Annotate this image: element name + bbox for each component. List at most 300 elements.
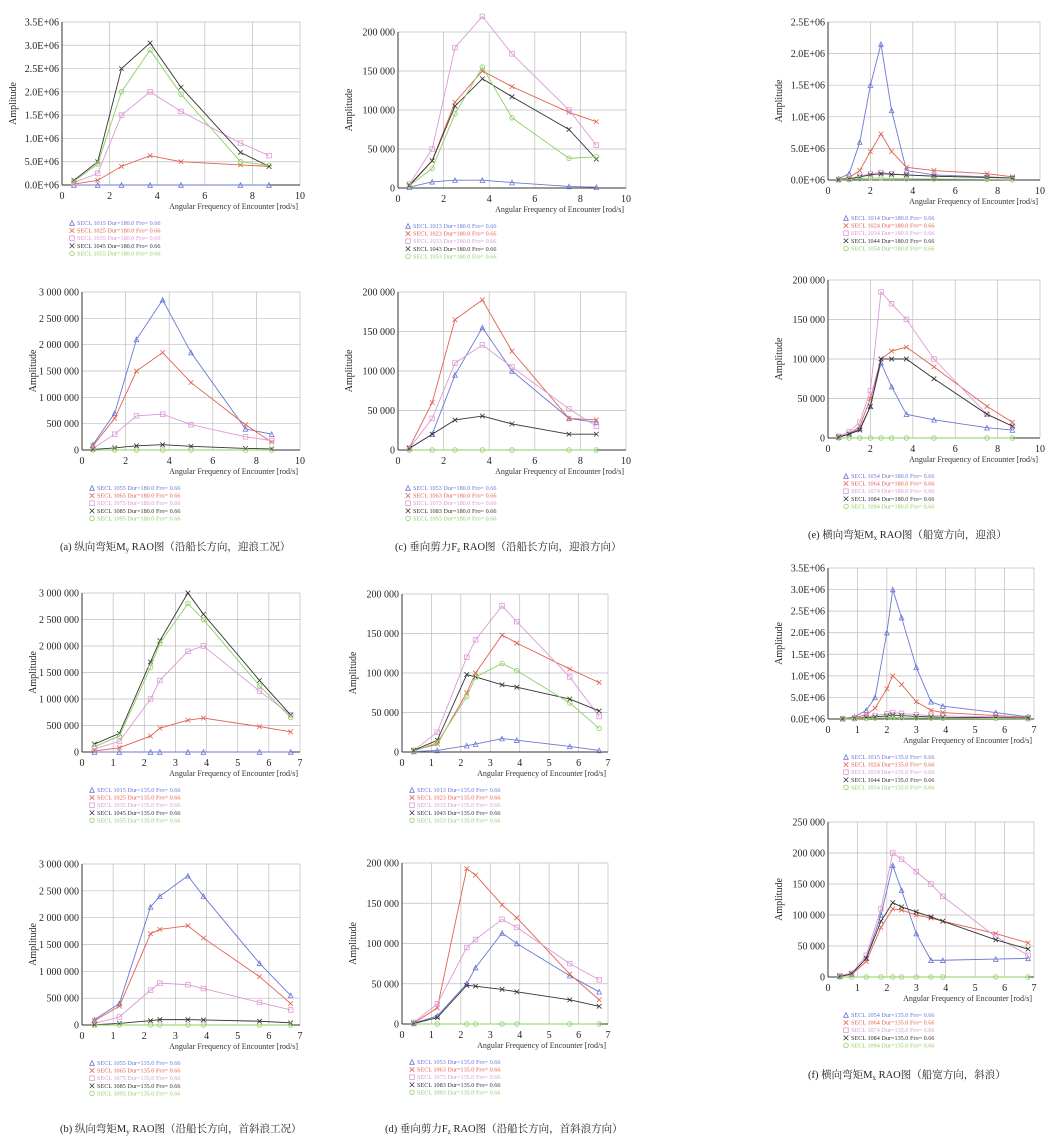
data-point bbox=[889, 149, 894, 154]
y-tick-label: 0 bbox=[820, 433, 825, 445]
legend-marker bbox=[410, 1090, 415, 1095]
series-line-1 bbox=[409, 328, 596, 449]
y-tick-label: 150 000 bbox=[366, 629, 399, 640]
x-tick-label: 3 bbox=[487, 1030, 493, 1041]
x-tick-label: 2 bbox=[141, 758, 147, 769]
legend-marker bbox=[406, 254, 411, 259]
legend-entry: SECL 1025 Dur=180.0 Fro= 0.66 bbox=[77, 227, 161, 235]
chart-td2 bbox=[348, 859, 611, 1097]
legend-entry: SECL 1053 Dur=135.0 Fro= 0.66 bbox=[417, 1059, 501, 1066]
y-tick-label: 1 500 000 bbox=[39, 366, 79, 378]
data-point bbox=[879, 919, 884, 924]
x-tick-label: 2 bbox=[884, 725, 890, 736]
x-tick-label: 8 bbox=[577, 456, 583, 467]
y-axis-label: Amplitude bbox=[774, 337, 785, 381]
x-tick-label: 8 bbox=[249, 191, 255, 202]
legend-entry: SECL 1094 Dur=180.0 Fro= 0.66 bbox=[851, 503, 935, 511]
x-tick-label: 6 bbox=[532, 456, 538, 467]
series-line-1 bbox=[414, 739, 599, 752]
x-axis-label: Angular Frequency of Encounter [rod/s] bbox=[477, 769, 606, 778]
x-tick-label: 0 bbox=[825, 725, 831, 736]
x-tick-label: 0 bbox=[825, 444, 831, 455]
x-tick-label: 1 bbox=[110, 1031, 116, 1042]
legend-entry: SECL 1074 Dur=180.0 Fro= 0.66 bbox=[851, 488, 935, 496]
x-tick-label: 5 bbox=[235, 758, 241, 769]
legend-marker bbox=[410, 803, 415, 808]
legend-marker bbox=[410, 818, 415, 823]
x-tick-label: 2 bbox=[107, 191, 113, 202]
legend-marker bbox=[844, 1020, 849, 1025]
legend-entry: SECL 1044 Dur=135.0 Fro= 0.66 bbox=[851, 776, 935, 784]
y-tick-label: 100 000 bbox=[792, 910, 825, 922]
legend-entry: SECL 1014 Dur=180.0 Fro= 0.66 bbox=[851, 215, 935, 222]
y-tick-label: 500 000 bbox=[46, 993, 79, 1005]
legend-entry: SECL 1025 Dur=135.0 Fro= 0.66 bbox=[97, 794, 181, 802]
x-tick-label: 1 bbox=[854, 725, 860, 736]
y-tick-label: 2 000 000 bbox=[39, 340, 79, 352]
legend-marker bbox=[406, 501, 411, 506]
x-tick-label: 4 bbox=[517, 758, 523, 769]
legend-marker bbox=[844, 216, 849, 221]
y-axis-label: Amplitude bbox=[774, 622, 785, 665]
legend-entry: SECL 1083 Dur=180.0 Fro= 0.66 bbox=[413, 507, 497, 515]
series-line-2 bbox=[414, 635, 599, 750]
chart-te bbox=[774, 18, 1045, 253]
legend-entry: SECL 1093 Dur=180.0 Fro= 0.66 bbox=[413, 515, 497, 523]
x-tick-label: 7 bbox=[605, 758, 611, 769]
series-line-3 bbox=[74, 92, 269, 183]
legend-entry: SECL 1085 Dur=135.0 Fro= 0.66 bbox=[97, 1082, 181, 1090]
x-tick-label: 6 bbox=[210, 456, 216, 467]
y-axis-label: Amplitude bbox=[774, 79, 785, 123]
data-point bbox=[257, 974, 262, 979]
y-tick-label: 200 000 bbox=[792, 275, 825, 287]
data-point bbox=[879, 132, 884, 137]
y-tick-label: 2 500 000 bbox=[39, 615, 79, 626]
legend-entry: SECL 1094 Dur=135.0 Fro= 0.66 bbox=[851, 1042, 935, 1050]
legend-entry: SECL 1023 Dur=135.0 Fro= 0.66 bbox=[417, 794, 501, 802]
y-tick-label: 3.0E+06 bbox=[24, 40, 59, 52]
x-axis-label: Angular Frequency of Encounter [rod/s] bbox=[169, 202, 298, 211]
series-line-3 bbox=[409, 345, 596, 448]
series-line-3 bbox=[414, 919, 599, 1022]
legend-entry: SECL 1044 Dur=180.0 Fro= 0.66 bbox=[851, 237, 935, 245]
series-line-1 bbox=[93, 300, 272, 445]
y-tick-label: 3 000 000 bbox=[39, 588, 79, 600]
series-line-2 bbox=[409, 300, 596, 448]
y-tick-label: 0 bbox=[74, 747, 79, 759]
legend-marker bbox=[844, 1043, 849, 1048]
legend-entry: SECL 1095 Dur=135.0 Fro= 0.66 bbox=[97, 1090, 181, 1098]
x-tick-label: 2 bbox=[458, 1030, 464, 1041]
y-tick-label: 100 000 bbox=[366, 668, 399, 680]
legend-marker bbox=[410, 1075, 415, 1080]
legend-marker bbox=[410, 1083, 415, 1088]
data-point bbox=[567, 667, 572, 672]
y-tick-label: 0 bbox=[390, 183, 395, 195]
y-tick-label: 200 000 bbox=[366, 589, 399, 601]
series-line-3 bbox=[414, 606, 599, 751]
legend-marker bbox=[70, 221, 75, 226]
legend-entry: SECL 1055 Dur=135.0 Fro= 0.66 bbox=[97, 1060, 181, 1067]
x-tick-label: 1 bbox=[854, 983, 860, 994]
x-tick-label: 0 bbox=[395, 456, 401, 467]
y-tick-label: 1.5E+06 bbox=[24, 110, 59, 122]
data-point bbox=[201, 936, 206, 941]
x-tick-label: 5 bbox=[972, 725, 978, 736]
legend-entry: SECL 1015 Dur=135.0 Fro= 0.66 bbox=[97, 787, 181, 794]
chart-te2 bbox=[774, 276, 1045, 511]
series-line-3 bbox=[94, 646, 290, 749]
x-tick-label: 5 bbox=[546, 1030, 552, 1041]
y-tick-label: 2 500 000 bbox=[39, 886, 79, 898]
x-tick-label: 10 bbox=[1035, 186, 1045, 197]
x-tick-label: 1 bbox=[110, 758, 116, 769]
legend-entry: SECL 1065 Dur=180.0 Fro= 0.66 bbox=[97, 492, 181, 500]
legend-marker bbox=[90, 486, 95, 491]
x-tick-label: 6 bbox=[532, 194, 538, 205]
legend-entry: SECL 1043 Dur=135.0 Fro= 0.66 bbox=[417, 809, 501, 817]
legend-marker bbox=[90, 1076, 95, 1081]
data-point bbox=[160, 350, 165, 355]
legend-entry: SECL 1033 Dur=135.0 Fro= 0.66 bbox=[417, 802, 501, 810]
legend-marker bbox=[90, 788, 95, 793]
series-line-5 bbox=[414, 664, 599, 752]
x-axis-label: Angular Frequency of Encounter [rod/s] bbox=[169, 769, 298, 778]
y-axis-label: Amplitude bbox=[28, 923, 39, 966]
x-tick-label: 3 bbox=[913, 725, 919, 736]
x-tick-label: 8 bbox=[995, 186, 1001, 197]
y-tick-label: 0.0E+06 bbox=[790, 714, 825, 726]
x-tick-label: 0 bbox=[825, 983, 831, 994]
chart-ta2 bbox=[28, 288, 305, 523]
x-tick-label: 8 bbox=[253, 456, 259, 467]
data-point bbox=[148, 931, 153, 936]
data-point bbox=[510, 349, 515, 354]
data-point bbox=[453, 100, 458, 105]
legend-marker bbox=[90, 1091, 95, 1096]
legend-marker bbox=[70, 244, 75, 249]
legend-marker bbox=[844, 474, 849, 479]
y-tick-label: 150 000 bbox=[362, 66, 395, 78]
chart-tb2 bbox=[28, 860, 303, 1098]
x-tick-label: 6 bbox=[576, 758, 582, 769]
y-tick-label: 0 bbox=[390, 445, 395, 457]
legend-marker bbox=[410, 788, 415, 793]
legend-entry: SECL 1093 Dur=135.0 Fro= 0.66 bbox=[417, 1089, 501, 1097]
legend-marker bbox=[70, 228, 75, 233]
series-line-4 bbox=[414, 985, 599, 1023]
x-tick-label: 7 bbox=[605, 1030, 611, 1041]
x-tick-label: 0 bbox=[79, 1031, 85, 1042]
legend-entry: SECL 1085 Dur=180.0 Fro= 0.66 bbox=[97, 507, 181, 515]
legend-marker bbox=[90, 501, 95, 506]
x-tick-label: 8 bbox=[995, 444, 1001, 455]
data-point bbox=[514, 641, 519, 646]
x-axis-label: Angular Frequency of Encounter [rod/s] bbox=[909, 455, 1038, 464]
legend-entry: SECL 1034 Dur=135.0 Fro= 0.66 bbox=[851, 769, 935, 777]
y-tick-label: 150 000 bbox=[792, 879, 825, 891]
y-tick-label: 2.0E+06 bbox=[790, 628, 825, 640]
x-tick-label: 6 bbox=[1002, 983, 1008, 994]
series-line-1 bbox=[839, 44, 1013, 179]
y-tick-label: 50 000 bbox=[371, 979, 399, 991]
x-tick-label: 0 bbox=[79, 758, 85, 769]
legend-entry: SECL 1054 Dur=180.0 Fro= 0.66 bbox=[851, 245, 935, 253]
data-point bbox=[890, 900, 895, 905]
y-tick-label: 200 000 bbox=[792, 848, 825, 860]
legend-marker bbox=[90, 1084, 95, 1089]
x-tick-label: 7 bbox=[297, 758, 303, 769]
data-point bbox=[932, 365, 937, 370]
legend-marker bbox=[410, 1060, 415, 1065]
legend-marker bbox=[90, 509, 95, 514]
legend-entry: SECL 1065 Dur=135.0 Fro= 0.66 bbox=[97, 1067, 181, 1075]
chart-tb bbox=[28, 589, 303, 825]
x-tick-label: 10 bbox=[295, 191, 305, 202]
series-line-3 bbox=[409, 16, 596, 184]
x-tick-label: 3 bbox=[172, 758, 178, 769]
y-tick-label: 2 000 000 bbox=[39, 913, 79, 925]
y-tick-label: 0.0E+06 bbox=[790, 175, 825, 187]
y-tick-label: 5.0E+06 bbox=[790, 143, 825, 155]
x-tick-label: 2 bbox=[123, 456, 129, 467]
data-point bbox=[985, 412, 990, 417]
legend-marker bbox=[70, 236, 75, 241]
legend-marker bbox=[844, 489, 849, 494]
legend-marker bbox=[90, 811, 95, 816]
y-tick-label: 250 000 bbox=[792, 817, 825, 829]
legend-marker bbox=[406, 516, 411, 521]
data-point bbox=[567, 127, 572, 132]
y-tick-label: 0 bbox=[394, 747, 399, 759]
x-tick-label: 0 bbox=[79, 456, 85, 467]
legend-entry: SECL 1013 Dur=180.0 Fro= 0.66 bbox=[413, 223, 497, 230]
legend-marker bbox=[90, 803, 95, 808]
legend-entry: SECL 1035 Dur=135.0 Fro= 0.66 bbox=[97, 802, 181, 810]
x-axis-label: Angular Frequency of Encounter [rod/s] bbox=[495, 467, 624, 476]
series-line-2 bbox=[94, 926, 290, 1021]
x-tick-label: 4 bbox=[154, 191, 160, 202]
legend-entry: SECL 1015 Dur=180.0 Fro= 0.66 bbox=[77, 220, 161, 227]
caption-d: (d) 垂向剪力Fz RAO图（沿船长方向，首斜浪方向） bbox=[385, 1124, 623, 1136]
legend-marker bbox=[406, 224, 411, 229]
legend-entry: SECL 1084 Dur=180.0 Fro= 0.66 bbox=[851, 495, 935, 503]
y-tick-label: 50 000 bbox=[367, 406, 395, 417]
x-tick-label: 3 bbox=[487, 758, 493, 769]
data-point bbox=[510, 84, 515, 89]
legend-marker bbox=[90, 818, 95, 823]
x-tick-label: 6 bbox=[266, 1031, 272, 1042]
legend-entry: SECL 1013 Dur=135.0 Fro= 0.66 bbox=[417, 787, 501, 794]
caption-e: (e) 横向弯矩Mx RAO图（船宽方向，迎浪） bbox=[808, 530, 1007, 542]
legend-entry: SECL 1043 Dur=180.0 Fro= 0.66 bbox=[413, 245, 497, 253]
x-tick-label: 7 bbox=[1031, 725, 1037, 736]
legend-marker bbox=[844, 755, 849, 760]
legend-marker bbox=[844, 504, 849, 509]
series-line-4 bbox=[409, 79, 596, 186]
chart-tc bbox=[344, 14, 631, 260]
y-axis-label: Amplitude bbox=[774, 878, 785, 921]
data-point bbox=[594, 119, 599, 124]
x-tick-label: 6 bbox=[952, 444, 958, 455]
x-tick-label: 8 bbox=[577, 194, 583, 205]
legend-entry: SECL 1024 Dur=135.0 Fro= 0.66 bbox=[851, 761, 935, 769]
data-point bbox=[112, 416, 117, 421]
y-tick-label: 100 000 bbox=[362, 366, 395, 378]
x-axis-label: Angular Frequency of Encounter [rod/s] bbox=[903, 994, 1032, 1003]
y-tick-label: 5.0E+06 bbox=[24, 157, 59, 169]
x-tick-label: 6 bbox=[202, 191, 208, 202]
data-point bbox=[148, 41, 153, 46]
legend-entry: SECL 1034 Dur=180.0 Fro= 0.66 bbox=[851, 230, 935, 238]
y-tick-label: 1 500 000 bbox=[39, 668, 79, 679]
x-tick-label: 4 bbox=[204, 1031, 210, 1042]
legend-entry: SECL 1064 Dur=135.0 Fro= 0.66 bbox=[851, 1019, 935, 1027]
x-tick-label: 0 bbox=[399, 758, 405, 769]
legend-marker bbox=[406, 247, 411, 252]
legend-entry: SECL 1075 Dur=135.0 Fro= 0.66 bbox=[97, 1075, 181, 1083]
data-point bbox=[473, 873, 478, 878]
y-tick-label: 3.5E+06 bbox=[790, 563, 825, 575]
y-tick-label: 50 000 bbox=[367, 144, 395, 156]
y-tick-label: 0 bbox=[394, 1019, 399, 1031]
y-axis-label: Amplitude bbox=[348, 922, 359, 965]
legend-marker bbox=[406, 486, 411, 491]
legend-entry: SECL 1033 Dur=180.0 Fro= 0.66 bbox=[413, 238, 497, 246]
data-point bbox=[514, 915, 519, 920]
y-tick-label: 3.5E+06 bbox=[24, 17, 59, 29]
data-point bbox=[201, 612, 206, 617]
legend-marker bbox=[406, 509, 411, 514]
legend-entry: SECL 1083 Dur=135.0 Fro= 0.66 bbox=[417, 1081, 501, 1089]
chart-tf bbox=[774, 564, 1037, 792]
y-tick-label: 1 000 000 bbox=[39, 966, 79, 978]
x-tick-label: 4 bbox=[943, 983, 949, 994]
legend-entry: SECL 1053 Dur=135.0 Fro= 0.66 bbox=[417, 817, 501, 825]
legend-marker bbox=[406, 493, 411, 498]
data-point bbox=[257, 678, 262, 683]
legend-marker bbox=[844, 1036, 849, 1041]
chart-tc2 bbox=[344, 288, 631, 523]
legend-marker bbox=[844, 223, 849, 228]
y-tick-label: 0 bbox=[74, 445, 79, 457]
data-point bbox=[189, 380, 194, 385]
y-tick-label: 200 000 bbox=[366, 858, 399, 870]
y-tick-label: 100 000 bbox=[792, 354, 825, 366]
y-tick-label: 0 bbox=[74, 1020, 79, 1032]
data-point bbox=[510, 94, 515, 99]
legend-entry: SECL 1045 Dur=180.0 Fro= 0.66 bbox=[77, 242, 161, 250]
legend-entry: SECL 1053 Dur=180.0 Fro= 0.66 bbox=[413, 253, 497, 261]
y-tick-label: 1.0E+06 bbox=[24, 133, 59, 145]
y-tick-label: 5.0E+06 bbox=[790, 692, 825, 704]
data-point bbox=[899, 905, 904, 910]
legend-entry: SECL 1055 Dur=135.0 Fro= 0.66 bbox=[97, 817, 181, 825]
y-axis-label: Amplitude bbox=[344, 349, 355, 393]
x-axis-label: Angular Frequency of Encounter [rod/s] bbox=[903, 736, 1032, 745]
data-point bbox=[858, 168, 863, 173]
legend-marker bbox=[844, 481, 849, 486]
data-point bbox=[932, 376, 937, 381]
x-tick-label: 0 bbox=[395, 194, 401, 205]
legend-entry: SECL 1095 Dur=180.0 Fro= 0.66 bbox=[97, 515, 181, 523]
x-tick-label: 4 bbox=[486, 456, 492, 467]
legend-marker bbox=[406, 231, 411, 236]
x-tick-label: 10 bbox=[295, 456, 305, 467]
x-tick-label: 0 bbox=[399, 1030, 405, 1041]
legend-entry: SECL 1024 Dur=180.0 Fro= 0.66 bbox=[851, 222, 935, 230]
y-tick-label: 150 000 bbox=[792, 315, 825, 326]
legend-entry: SECL 1023 Dur=180.0 Fro= 0.66 bbox=[413, 230, 497, 238]
legend-marker bbox=[90, 516, 95, 521]
data-point bbox=[985, 404, 990, 409]
y-tick-label: 0 bbox=[820, 972, 825, 984]
legend-marker bbox=[844, 778, 849, 783]
data-point bbox=[288, 1001, 293, 1006]
x-tick-label: 2 bbox=[458, 758, 464, 769]
legend-entry: SECL 1064 Dur=180.0 Fro= 0.66 bbox=[851, 480, 935, 488]
x-tick-label: 3 bbox=[172, 1031, 178, 1042]
x-tick-label: 4 bbox=[517, 1030, 523, 1041]
caption-a: (a) 纵向弯矩My RAO图（沿船长方向，迎浪工况） bbox=[60, 542, 291, 554]
x-tick-label: 7 bbox=[1031, 983, 1037, 994]
legend-entry: SECL 1084 Dur=135.0 Fro= 0.66 bbox=[851, 1034, 935, 1042]
x-tick-label: 6 bbox=[952, 186, 958, 197]
y-tick-label: 0.0E+06 bbox=[24, 180, 59, 192]
x-axis-label: Angular Frequency of Encounter [rod/s] bbox=[169, 1042, 298, 1051]
legend-marker bbox=[844, 785, 849, 790]
chart-td bbox=[348, 590, 611, 825]
caption-f: (f) 横向弯矩Mx RAO图（船宽方向，斜浪） bbox=[808, 1070, 1006, 1082]
legend-entry: SECL 1035 Dur=180.0 Fro= 0.66 bbox=[77, 235, 161, 243]
x-axis-label: Angular Frequency of Encounter [rod/s] bbox=[909, 197, 1038, 206]
x-axis-label: Angular Frequency of Encounter [rod/s] bbox=[169, 467, 298, 476]
data-point bbox=[873, 706, 878, 711]
legend-marker bbox=[90, 1061, 95, 1066]
x-tick-label: 4 bbox=[910, 444, 916, 455]
x-tick-label: 10 bbox=[621, 456, 631, 467]
y-tick-label: 1.5E+06 bbox=[790, 649, 825, 661]
chart-ta bbox=[8, 18, 305, 258]
legend-marker bbox=[844, 1013, 849, 1018]
x-tick-label: 5 bbox=[235, 1031, 241, 1042]
y-tick-label: 500 000 bbox=[46, 419, 79, 431]
y-tick-label: 3 000 000 bbox=[39, 859, 79, 871]
data-point bbox=[148, 734, 153, 739]
x-tick-label: 5 bbox=[546, 758, 552, 769]
series-line-4 bbox=[839, 359, 1013, 437]
legend-marker bbox=[844, 231, 849, 236]
data-point bbox=[238, 150, 243, 155]
y-tick-label: 200 000 bbox=[362, 27, 395, 39]
legend-marker bbox=[844, 762, 849, 767]
y-tick-label: 2.5E+06 bbox=[24, 64, 59, 76]
y-tick-label: 50 000 bbox=[797, 941, 825, 953]
legend-entry: SECL 1073 Dur=135.0 Fro= 0.66 bbox=[417, 1074, 501, 1082]
legend-entry: SECL 1015 Dur=135.0 Fro= 0.66 bbox=[851, 754, 935, 761]
x-tick-label: 10 bbox=[1035, 444, 1045, 455]
data-point bbox=[899, 682, 904, 687]
series-line-2 bbox=[840, 909, 1028, 977]
legend-marker bbox=[90, 795, 95, 800]
x-tick-label: 2 bbox=[441, 456, 447, 467]
legend-marker bbox=[410, 795, 415, 800]
x-tick-label: 10 bbox=[621, 194, 631, 205]
x-tick-label: 4 bbox=[486, 194, 492, 205]
legend-marker bbox=[70, 251, 75, 256]
x-tick-label: 6 bbox=[266, 758, 272, 769]
